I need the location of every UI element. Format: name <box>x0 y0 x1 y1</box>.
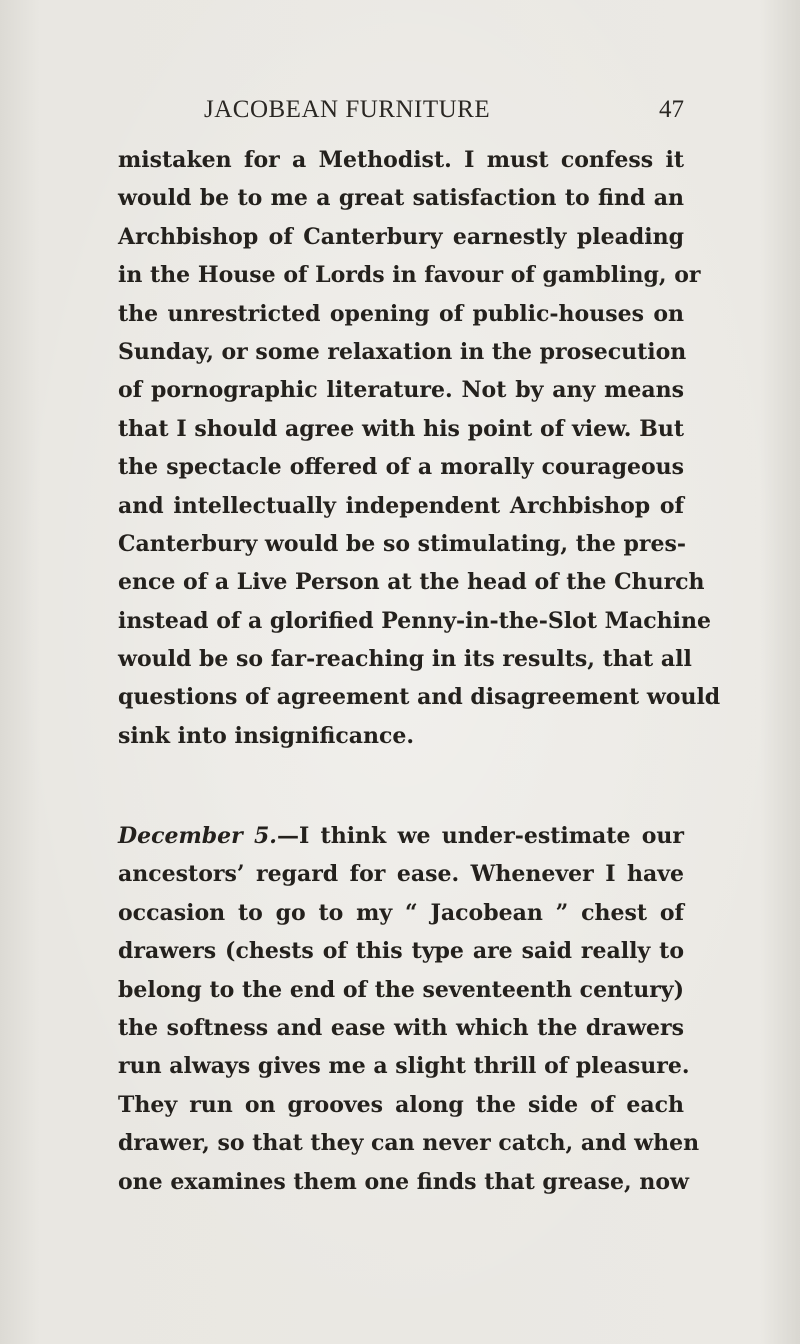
diary-date: December 5. <box>118 823 277 849</box>
text-line: instead of a glorified Penny-in-the-Slot Machine <box>118 607 712 634</box>
text-line: the softness and ease with which the drawers <box>118 1014 684 1041</box>
text-line: run always gives me a slight thrill of pleasure. <box>118 1053 690 1080</box>
text-line: belong to the end of the seventeenth century) <box>118 976 684 1003</box>
text-line: mistaken for a Methodist. I must confess it <box>118 147 684 173</box>
text-line: would be so far-reaching in its results, that all <box>118 646 692 673</box>
text-line: one examines them one finds that grease, now <box>118 1168 689 1195</box>
diary-entry-first-line <box>118 817 684 855</box>
text-line: Sunday, or some relaxation in the prosecution <box>118 338 687 365</box>
text-line: drawers (chests of this type are said really to <box>118 938 684 965</box>
text-line: Archbishop of Canterbury earnestly pleading <box>118 223 684 250</box>
text-line: the unrestricted opening of public-houses on <box>118 300 684 327</box>
text-line: ancestors’ regard for ease. Whenever I have <box>118 861 684 888</box>
paragraph-archbishop <box>118 141 721 755</box>
text-line: would be to me a great satisfaction to find an <box>118 185 684 212</box>
text-line: They run on grooves along the side of each <box>118 1091 684 1118</box>
text-line: of pornographic literature. Not by any means <box>118 377 684 404</box>
text-line: the spectacle offered of a morally courageous <box>118 454 684 481</box>
text-line: occasion to go to my “ Jacobean ” chest of <box>118 899 684 926</box>
text-line: that I should agree with his point of view. But <box>118 415 684 442</box>
paragraph-december-entry <box>118 817 700 1201</box>
page-header <box>118 96 684 136</box>
text-line: and intellectually independent Archbishop of <box>118 492 684 519</box>
text-line-rest: —I think we under-estimate our <box>276 823 685 849</box>
text-line: questions of agreement and disagreement would <box>118 684 721 711</box>
text-line: in the House of Lords in favour of gambling, or <box>118 262 701 289</box>
text-line: ence of a Live Person at the head of the Church <box>118 569 705 596</box>
text-line: Canterbury would be so stimulating, the pres- <box>118 530 686 557</box>
text-line: drawer, so that they can never catch, and when <box>118 1130 700 1157</box>
page-number: 47 <box>659 96 684 123</box>
running-head: JACOBEAN FURNITURE <box>204 96 491 123</box>
text-line: sink into insignificance. <box>118 722 415 749</box>
